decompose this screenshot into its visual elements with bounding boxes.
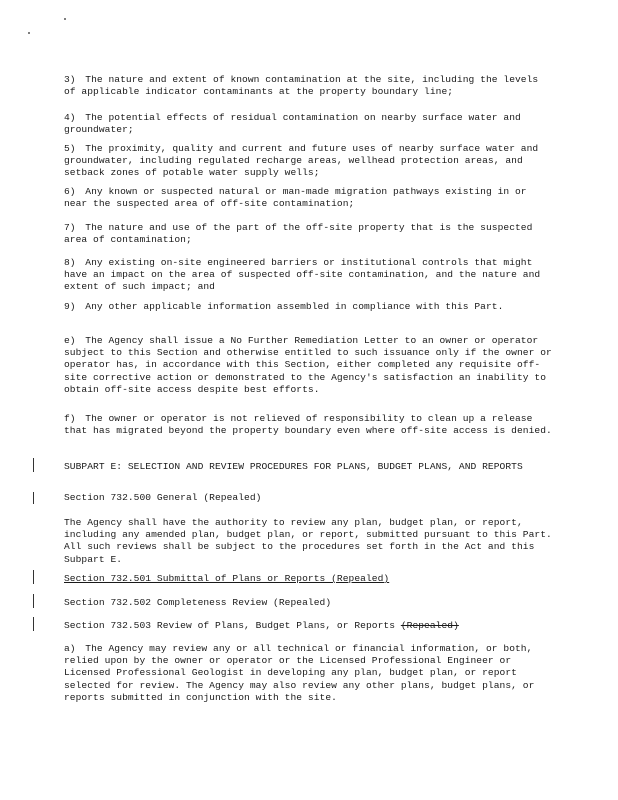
- change-bar: [33, 617, 34, 631]
- section-503-heading-text: Section 732.503 Review of Plans, Budget Plans, or Reports: [64, 620, 401, 631]
- paragraph-e: e) The Agency shall issue a No Further Remediation Letter to an owner or operator subject to this Section and otherwise entitled to such issuance only if the owner or operator has, in accordance with this Section, either completed any requisite off-site corrective action or demonstrated to the Agency's satisfaction an inability to obtain off-site access despite best efforts.: [64, 335, 552, 395]
- section-502-heading: Section 732.502 Completeness Review (Repealed): [64, 597, 332, 608]
- paragraph-4: 4) The potential effects of residual contamination on nearby surface water and groundwater;: [64, 112, 521, 136]
- paragraph-f: f) The owner or operator is not relieved of responsibility to clean up a release that has migrated beyond the property boundary even where off-site access is denied.: [64, 413, 552, 437]
- paragraph-9: 9) Any other applicable information assembled in compliance with this Part.: [64, 301, 504, 312]
- paragraph-6: 6) Any known or suspected natural or man-made migration pathways existing in or near the suspected area of off-site contamination;: [64, 186, 527, 210]
- paragraph-3: 3) The nature and extent of known contamination at the site, including the levels of applicable indicator contaminants at the property boundary line;: [64, 74, 539, 98]
- paragraph-8: 8) Any existing on-site engineered barriers or institutional controls that might have an impact on the area of suspected off-site contamination, and the nature and extent of such impact; and: [64, 257, 541, 293]
- change-bar: [33, 570, 34, 584]
- subpart-heading: SUBPART E: SELECTION AND REVIEW PROCEDURES FOR PLANS, BUDGET PLANS, AND REPORTS: [64, 461, 523, 472]
- scan-speck: [28, 32, 30, 34]
- change-bar: [33, 492, 34, 504]
- paragraph-5: 5) The proximity, quality and current and future uses of nearby surface water and groundwater, including regulated recharge areas, wellhead protection areas, and setback zones of potable water supply wells;: [64, 143, 539, 179]
- change-bar: [33, 594, 34, 608]
- paragraph-7: 7) The nature and use of the part of the off-site property that is the suspected area of contamination;: [64, 222, 533, 246]
- section-503-heading: [64, 620, 554, 632]
- scan-speck: [64, 18, 66, 20]
- section-503-struck-text: (Repealed): [400, 620, 459, 631]
- section-501-heading: Section 732.501 Submittal of Plans or Reports (Repealed): [64, 573, 390, 584]
- change-bar: [33, 458, 34, 472]
- section-500-body: The Agency shall have the authority to review any plan, budget plan, or report, including any amended plan, budget plan, or report, submitted pursuant to this Part. All such reviews shall be subject to the procedures set forth in the Act and this Subpart E.: [64, 517, 552, 565]
- paragraph-503-a: a) The Agency may review any or all technical or financial information, or both, relied upon by the owner or operator or the Licensed Professional Engineer or Licensed Professional Geologist in developing any plan, budget plan, or report selected for review. The Agency may also review any other plans, budget plans, or reports submitted in conjunction with the site.: [64, 643, 535, 703]
- section-500-heading: Section 732.500 General (Repealed): [64, 492, 262, 503]
